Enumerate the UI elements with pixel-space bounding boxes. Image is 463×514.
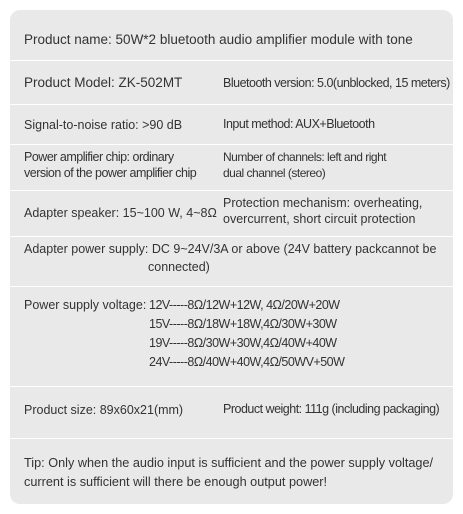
product-weight: Product weight: 111g (including packaging): [223, 402, 440, 416]
power-amplifier-chip-line2: version of the power amplifier chip: [24, 166, 197, 180]
row-divider: [10, 438, 453, 439]
tip-line2: current is sufficient will there be enough output power!: [24, 475, 328, 489]
power-amplifier-chip-line1: Power amplifier chip: ordinary: [24, 150, 174, 164]
tip-line1: Tip: Only when the audio input is sufficient and the power supply voltage/: [24, 456, 434, 470]
row-divider: [10, 236, 453, 237]
power-supply-voltage-15v: 15V-----8Ω/18W+18W,4Ω/30W+30W: [149, 317, 337, 331]
power-supply-voltage-24v: 24V-----8Ω/40W+40W,4Ω/50WV+50W: [149, 355, 345, 369]
protection-mechanism-line1: Protection mechanism: overheating,: [223, 196, 423, 210]
product-size: Product size: 89x60x21(mm): [24, 403, 184, 417]
power-supply-voltage-19v: 19V-----8Ω/30W+30W,4Ω/40W+40W: [149, 336, 337, 350]
row-divider: [10, 286, 453, 287]
channel-count-line1: Number of channels: left and right: [223, 150, 387, 164]
adapter-power-supply-line1: Adapter power supply: DC 9~24V/3A or above (24V battery packcannot be: [24, 242, 437, 256]
adapter-speaker: Adapter speaker: 15~100 W, 4~8Ω: [24, 206, 217, 220]
input-method: Input method: AUX+Bluetooth: [223, 117, 375, 131]
signal-to-noise-ratio: Signal-to-noise ratio: >90 dB: [24, 118, 183, 132]
row-divider: [10, 144, 453, 145]
row-divider: [10, 190, 453, 191]
power-supply-voltage-label: Power supply voltage:: [24, 298, 147, 312]
product-model: Product Model: ZK-502MT: [24, 75, 183, 90]
power-supply-voltage-12v: 12V-----8Ω/12W+12W, 4Ω/20W+20W: [149, 298, 340, 312]
row-divider: [10, 60, 453, 61]
channel-count-line2: dual channel (stereo): [223, 166, 326, 180]
spec-sheet-panel: [10, 10, 453, 504]
protection-mechanism-line2: overcurrent, short circuit protection: [223, 212, 416, 226]
bluetooth-version: Bluetooth version: 5.0(unblocked, 15 meters): [223, 76, 450, 90]
adapter-power-supply-line2: connected): [148, 260, 210, 274]
row-divider: [10, 386, 453, 387]
product-name: Product name: 50W*2 bluetooth audio amplifier module with tone: [24, 32, 413, 47]
row-divider: [10, 104, 453, 105]
